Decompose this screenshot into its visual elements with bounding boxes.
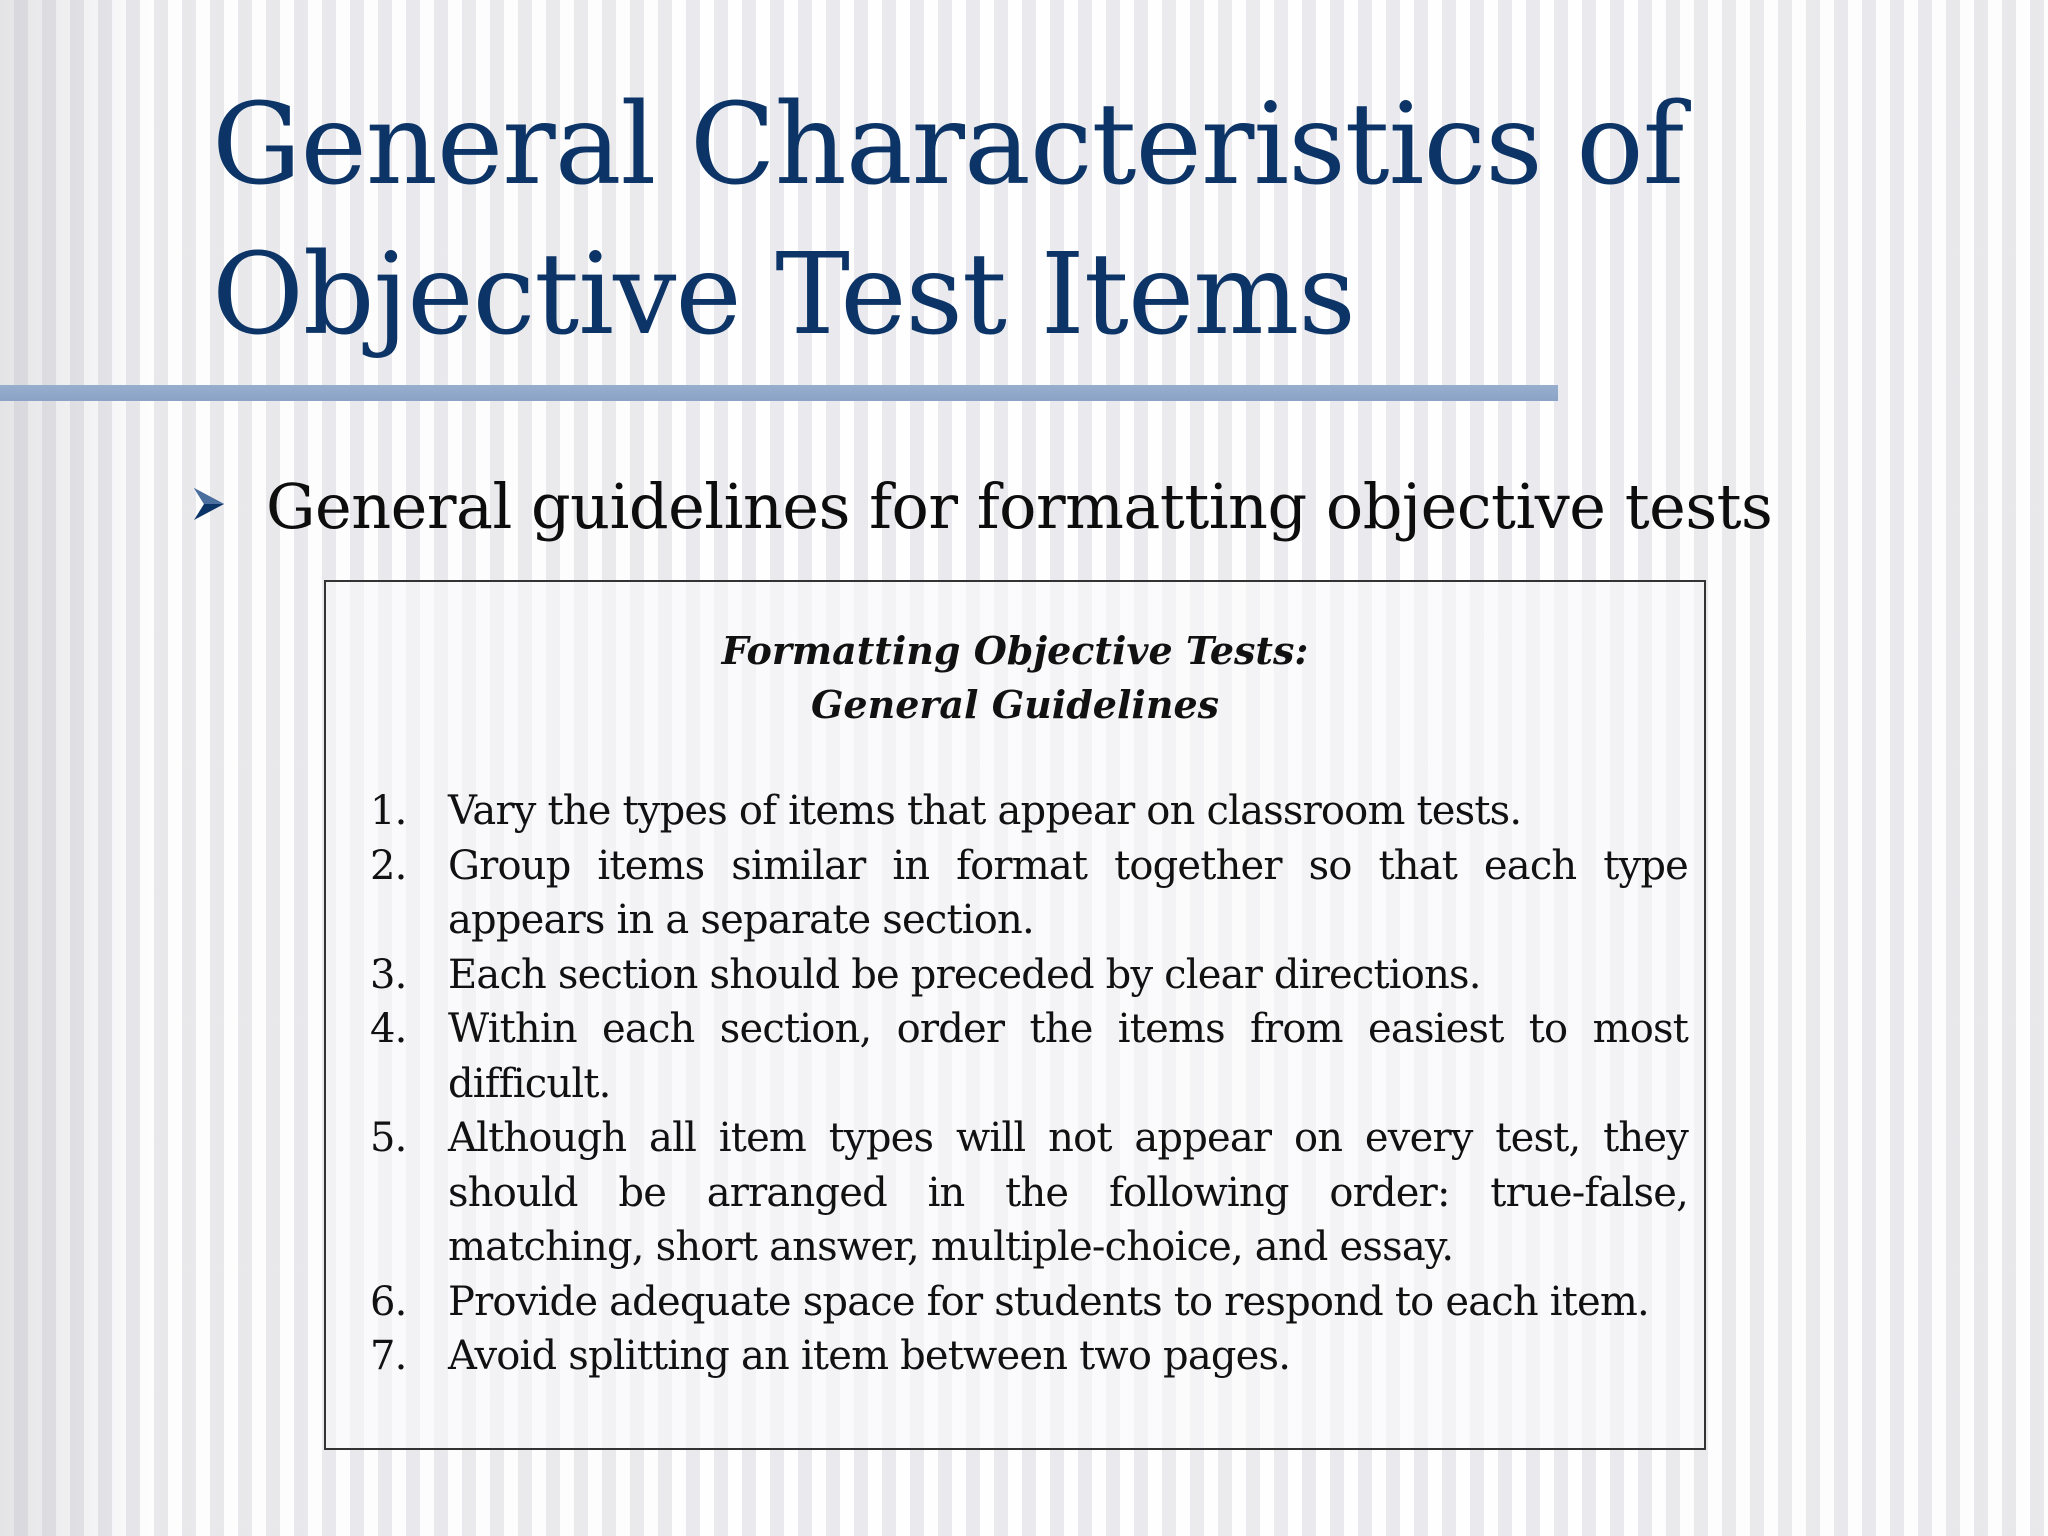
- guideline-item: [370, 948, 1688, 1003]
- title-underline-rule: [0, 385, 1558, 401]
- guidelines-box-title-line-1: Formatting Objective Tests:: [721, 628, 1309, 673]
- guideline-item: [370, 1275, 1688, 1330]
- guidelines-list: [370, 784, 1688, 1384]
- guideline-text: Although all item types will not appear on every test, they should be arranged in the following order: true-false, matching, short answer, multiple-choice, and essay.: [448, 1115, 1688, 1270]
- arrowhead-bullet-icon: [190, 484, 230, 524]
- guideline-text: Group items similar in format together so that each type appears in a separate section.: [448, 842, 1688, 943]
- main-bullet: [190, 462, 1990, 552]
- guideline-item: [370, 1002, 1688, 1111]
- guideline-text: Within each section, order the items from easiest to most difficult.: [448, 1006, 1688, 1107]
- background-shade: [0, 0, 150, 1536]
- guideline-item: [370, 839, 1688, 948]
- guideline-number: 3.: [370, 951, 407, 998]
- guideline-number: 2.: [370, 842, 407, 889]
- guideline-text: Vary the types of items that appear on classroom tests.: [448, 788, 1522, 834]
- guideline-text: Each section should be preceded by clear directions.: [448, 951, 1481, 998]
- guidelines-box: [324, 580, 1706, 1450]
- guideline-number: 6.: [370, 1278, 407, 1325]
- guideline-item: [370, 1329, 1688, 1384]
- guideline-text: Provide adequate space for students to respond to each item.: [448, 1278, 1649, 1325]
- slide-title-line-2: Objective Test Items: [212, 230, 1355, 360]
- guideline-number: 5.: [370, 1115, 407, 1161]
- slide-title: [212, 70, 1912, 370]
- guideline-item: [370, 784, 1688, 839]
- guideline-number: 4.: [370, 1006, 407, 1052]
- guideline-text: Avoid splitting an item between two pages.: [448, 1333, 1291, 1379]
- guidelines-box-title: [326, 624, 1704, 732]
- slide-title-line-1: General Characteristics of: [212, 80, 1684, 210]
- guidelines-box-title-line-2: General Guidelines: [810, 682, 1220, 727]
- guideline-item: [370, 1111, 1688, 1275]
- guideline-number: 7.: [370, 1333, 407, 1379]
- main-bullet-text: General guidelines for formatting objective tests: [266, 470, 1773, 543]
- guideline-number: 1.: [370, 788, 407, 834]
